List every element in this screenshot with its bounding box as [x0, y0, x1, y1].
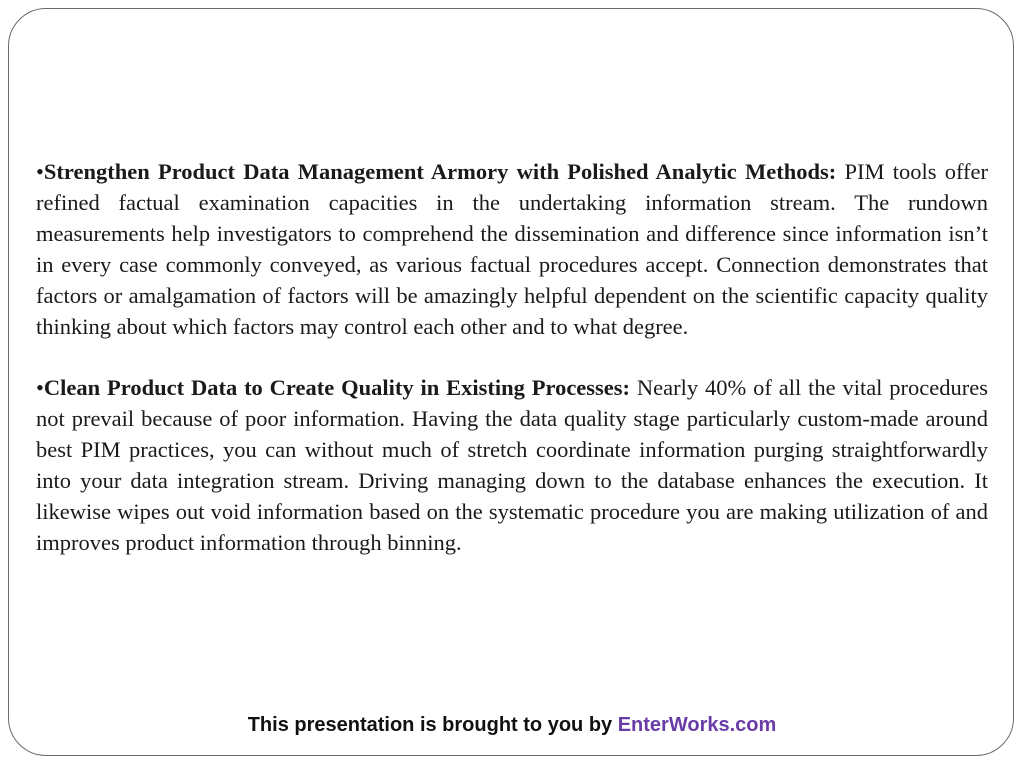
footer-prefix: This presentation is brought to you by: [247, 714, 613, 736]
bullet-body: PIM tools offer refined factual examination capacities in the undertaking information stream. The rundown measurements help investigators to comprehend the dissemination and difference since information isn’t in every case commonly conveyed, as various factual procedures accept. Connection demonstrates that factors or amalgamation of factors will be amazingly helpful dependent on the scientific capacity quality thinking about which factors may control each other and to what degree.: [36, 159, 988, 339]
slide-content: [36, 156, 988, 588]
bullet-body: Nearly 40% of all the vital procedures not prevail because of poor information. Having the data quality stage particularly custom-made around best PIM practices, you can without much of stretch coordinate information purging straightforwardly into your data integration stream. Driving managing down to the database enhances the execution. It likewise wipes out void information based on the systematic procedure you are making utilization of and improves product information through binning.: [36, 375, 989, 555]
bullet-marker: •: [36, 159, 44, 184]
footer-credit: [0, 714, 1024, 737]
bullet-paragraph-clean-product-data: [36, 372, 988, 558]
bullet-heading: Strengthen Product Data Management Armory with Polished Analytic Methods:: [43, 159, 837, 184]
footer-brand-link[interactable]: EnterWorks.com: [617, 714, 777, 736]
bullet-heading: Clean Product Data to Create Quality in Existing Processes:: [43, 375, 631, 400]
bullet-paragraph-analytic-methods: [36, 156, 988, 342]
bullet-marker: •: [36, 375, 44, 400]
